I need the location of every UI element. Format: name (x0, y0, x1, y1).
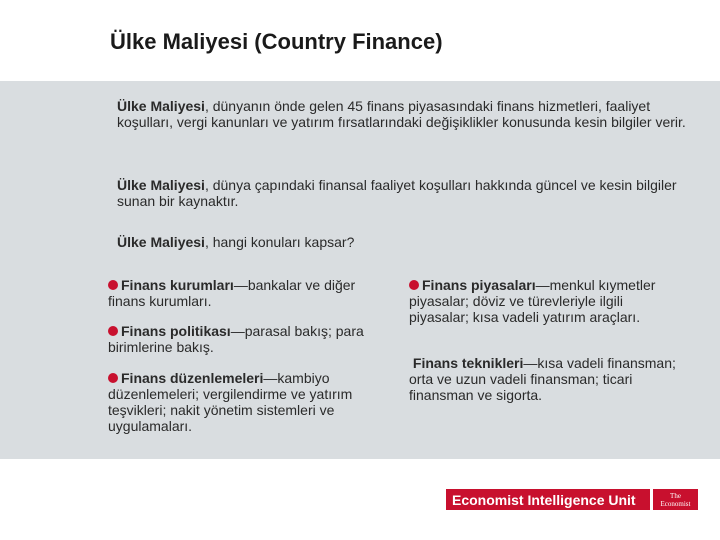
question-paragraph (117, 234, 697, 250)
logo-small-line: The (670, 491, 681, 500)
logo-wordmark: Economist Intelligence Unit (446, 489, 650, 510)
item-title: Finans teknikleri (412, 355, 524, 371)
intro-paragraph (117, 98, 697, 130)
paragraph-text: , dünyanın önde gelen 45 finans piyasasındaki finans hizmetleri, faaliyet koşulları, vergi kanunları ve yatırım fırsatlarındaki değişiklikler konusunda kesin bilgiler verir. (117, 98, 686, 130)
list-item (108, 370, 378, 434)
description-paragraph (117, 177, 697, 209)
item-text: —menkul kıymetler piyasalar; döviz ve türevleriyle ilgili piyasalar; kısa vadeli yatırım araçları. (409, 277, 656, 325)
list-item (108, 277, 378, 309)
page-title: Ülke Maliyesi (Country Finance) (110, 29, 443, 54)
logo-small-line: Economist (660, 499, 691, 508)
item-title: Finans politikası (121, 323, 231, 339)
bullet-icon (108, 280, 118, 290)
paragraph-text: , dünya çapındaki finansal faaliyet koşulları hakkında güncel ve kesin bilgiler sunan bir kaynaktır. (117, 177, 677, 209)
paragraph-bold: Ülke Maliyesi (117, 98, 205, 114)
list-item (108, 323, 378, 355)
paragraph-text: , hangi konuları kapsar? (204, 234, 355, 250)
economist-logo (653, 489, 698, 510)
bullet-icon (108, 326, 118, 336)
paragraph-bold: Ülke Maliyesi (117, 177, 205, 193)
list-item (409, 277, 684, 325)
bullet-icon (409, 280, 419, 290)
item-title: Finans kurumları (121, 277, 234, 293)
item-text: —kambiyo düzenlemeleri; vergilendirme ve yatırım teşvikleri; nakit yönetim sistemleri ve uygulamaları. (108, 370, 353, 434)
item-title: Finans piyasaları (422, 277, 536, 293)
paragraph-bold: Ülke Maliyesi (117, 234, 205, 250)
item-title: Finans düzenlemeleri (121, 370, 264, 386)
list-item (409, 355, 689, 403)
item-text: —bankalar ve diğer finans kurumları. (108, 277, 356, 309)
item-text: —kısa vadeli finansman; orta ve uzun vadeli finansman; ticari finansman ve sigorta. (409, 355, 676, 403)
eiu-logo (446, 489, 698, 510)
bullet-icon (108, 373, 118, 383)
item-text: —parasal bakış; para birimlerine bakış. (108, 323, 364, 355)
